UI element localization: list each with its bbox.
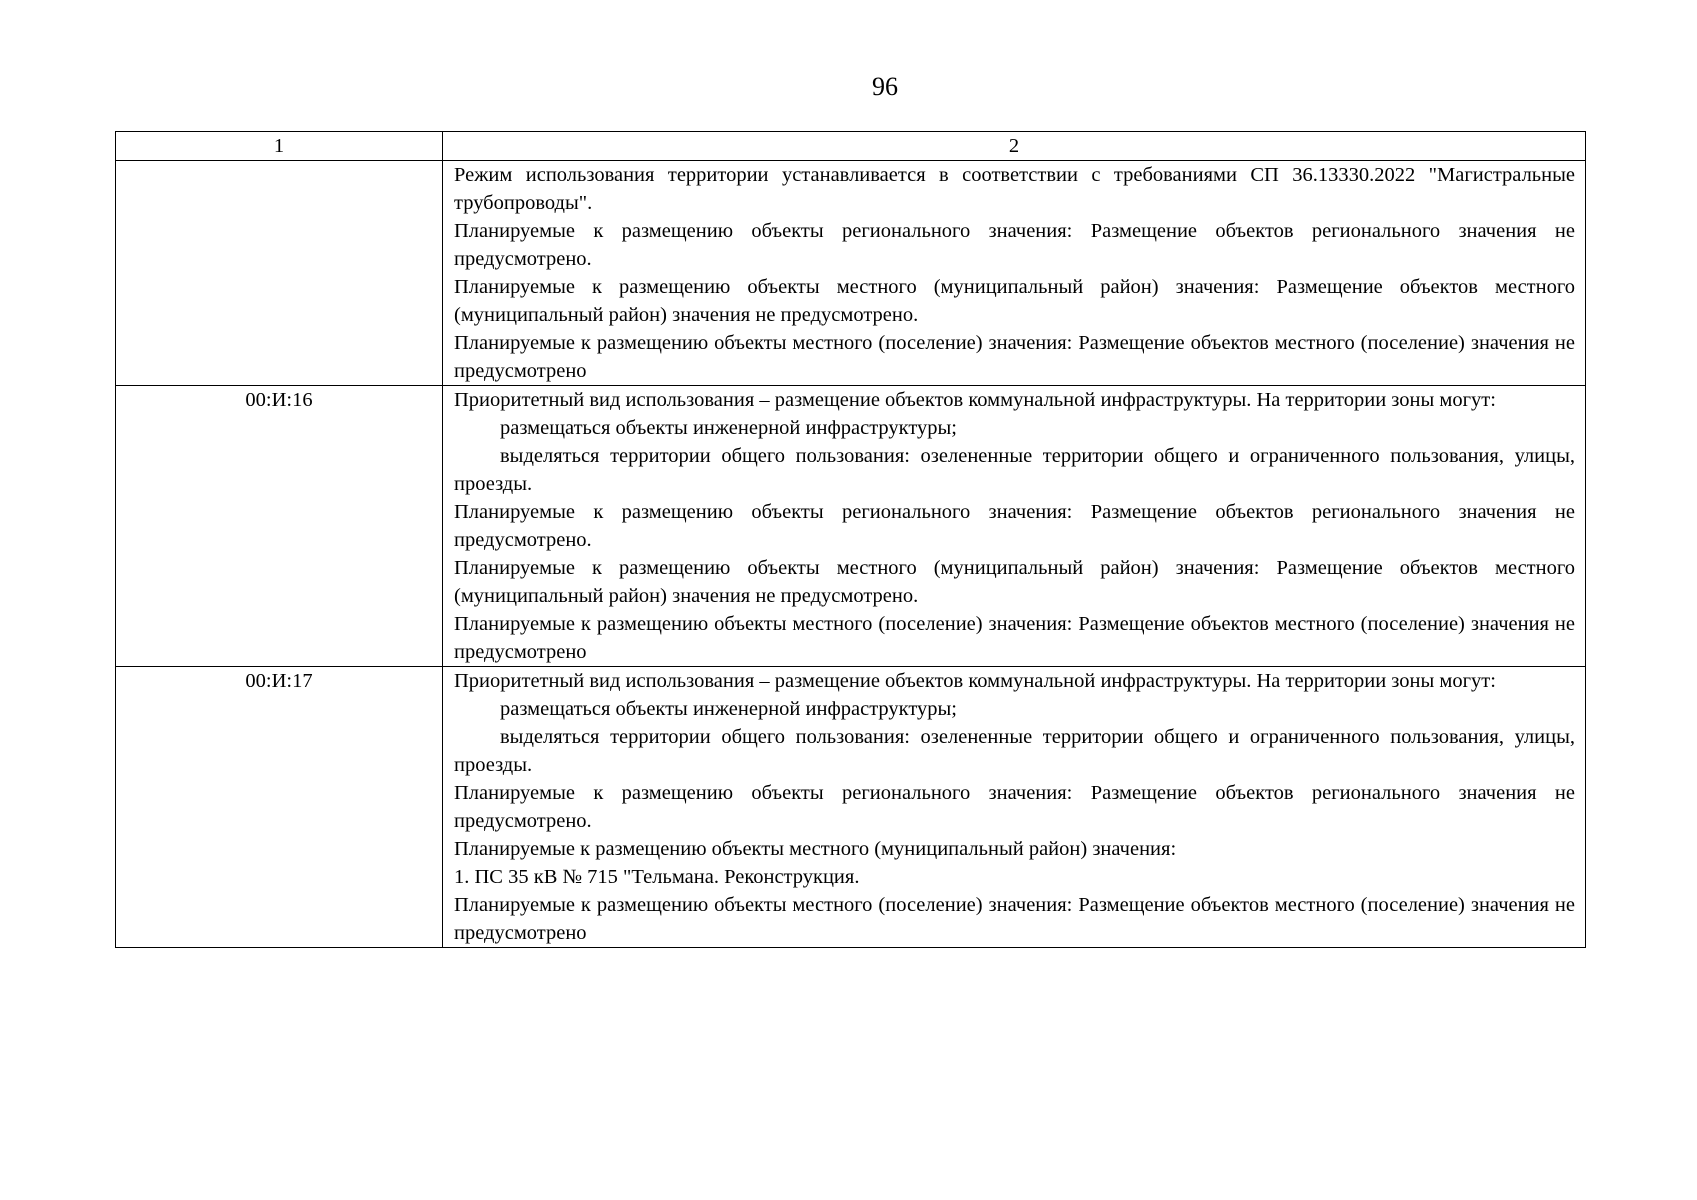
- regional-objects-paragraph: Планируемые к размещению объекты регионального значения: Размещение объектов регионального значения не предусмотрено.: [454, 782, 1575, 832]
- zone-code-cell: 00:И:17: [116, 667, 443, 948]
- settlement-objects-paragraph: Планируемые к размещению объекты местного (поселение) значения: Размещение объектов местного (поселение) значения не предусмотрено: [454, 613, 1575, 663]
- list-item: выделяться территории общего пользования: озелененные территории общего и ограниченного пользования, улицы, проезды.: [454, 726, 1575, 776]
- regional-objects-paragraph: Планируемые к размещению объекты регионального значения: Размещение объектов регионального значения не предусмотрено.: [454, 501, 1575, 551]
- table-row: [116, 667, 1586, 948]
- list-item: размещаться объекты инженерной инфраструктуры;: [500, 698, 957, 720]
- zone-description-cell: [443, 667, 1586, 948]
- priority-use-paragraph: Приоритетный вид использования – размещение объектов коммунальной инфраструктуры. На территории зоны могут:: [454, 389, 1496, 411]
- list-item: размещаться объекты инженерной инфраструктуры;: [500, 417, 957, 439]
- settlement-objects-paragraph: Планируемые к размещению объекты местного (поселение) значения: Размещение объектов местного (поселение) значения не предусмотрено: [454, 332, 1575, 382]
- column-1-header: 1: [116, 132, 443, 161]
- district-objects-paragraph: Планируемые к размещению объекты местного (муниципальный район) значения:: [454, 838, 1177, 860]
- zones-table: [115, 131, 1586, 948]
- zone-description-cell: [443, 161, 1586, 386]
- list-item: выделяться территории общего пользования: озелененные территории общего и ограниченного пользования, улицы, проезды.: [454, 445, 1575, 495]
- district-objects-paragraph: Планируемые к размещению объекты местного (муниципальный район) значения: Размещение объектов местного (муниципальный район) значения не предусмотрено.: [454, 276, 1575, 326]
- priority-use-paragraph: Приоритетный вид использования – размещение объектов коммунальной инфраструктуры. На территории зоны могут:: [454, 670, 1496, 692]
- district-object-item: 1. ПС 35 кВ № 715 "Тельмана. Реконструкция.: [454, 866, 860, 888]
- page-number: 96: [872, 72, 898, 101]
- zone-code-cell: 00:И:16: [116, 386, 443, 667]
- table-header-row: [116, 132, 1586, 161]
- zone-code-cell: [116, 161, 443, 386]
- settlement-objects-paragraph: Планируемые к размещению объекты местного (поселение) значения: Размещение объектов местного (поселение) значения не предусмотрено: [454, 894, 1575, 944]
- table-row: [116, 386, 1586, 667]
- column-2-header: 2: [443, 132, 1586, 161]
- zone-description-cell: [443, 386, 1586, 667]
- table-row: [116, 161, 1586, 386]
- regime-paragraph: Режим использования территории устанавливается в соответствии с требованиями СП 36.13330.2022 "Магистральные трубопроводы".: [454, 164, 1575, 214]
- regional-objects-paragraph: Планируемые к размещению объекты регионального значения: Размещение объектов регионального значения не предусмотрено.: [454, 220, 1575, 270]
- district-objects-paragraph: Планируемые к размещению объекты местного (муниципальный район) значения: Размещение объектов местного (муниципальный район) значения не предусмотрено.: [454, 557, 1575, 607]
